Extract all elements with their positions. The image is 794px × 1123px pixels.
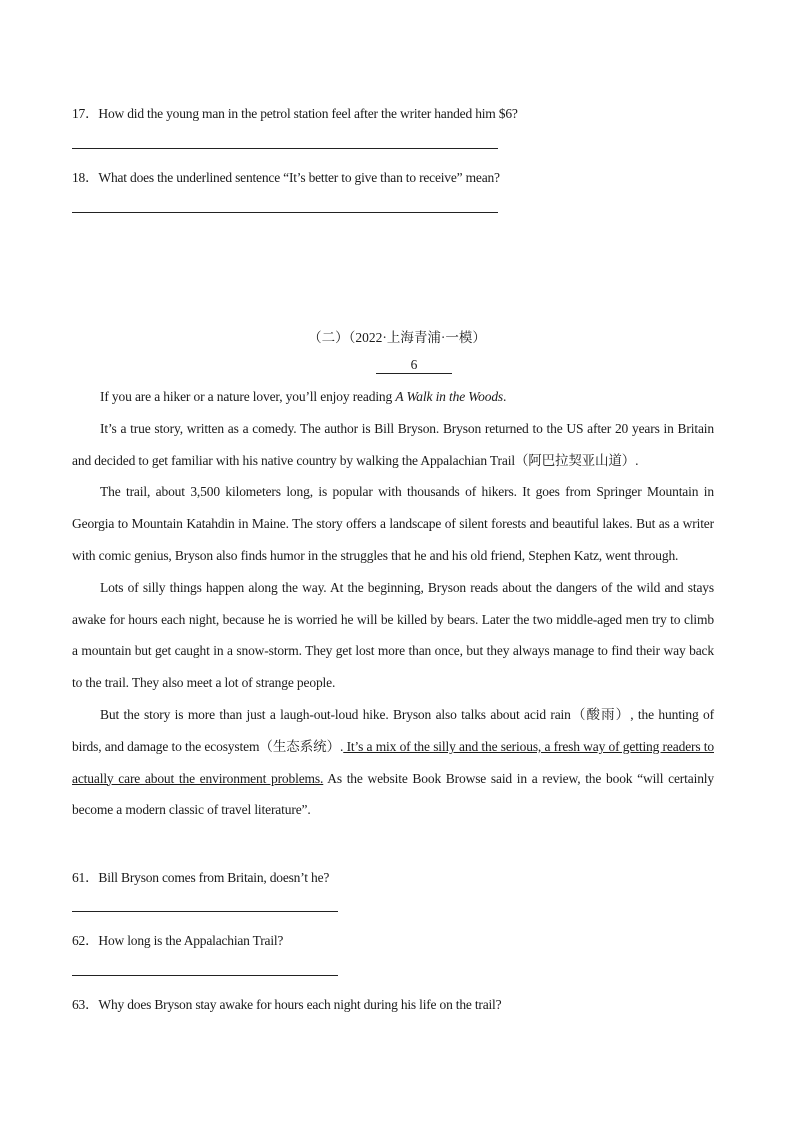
answer-line-62[interactable] [72, 975, 338, 976]
question-text: Bill Bryson comes from Britain, doesn’t he? [98, 870, 330, 885]
paragraph-4: Lots of silly things happen along the way. At the beginning, Bryson reads about the dangers of the wild and stays awake for hours each night, because he is worried he will be killed by bears. Later the two middle-aged men try to climb a mountain but get caught in a snow-storm. They get lost more than once, but they always manage to find their way back to the trail. They also meet a lot of strange people. [72, 579, 714, 691]
book-title: A Walk in the Woods [395, 389, 504, 404]
answer-line-17[interactable] [72, 148, 498, 149]
answer-line-61[interactable] [72, 911, 338, 912]
answer-line-18[interactable] [72, 212, 498, 213]
section-number: 6 [376, 357, 452, 374]
question-number: 61． [72, 870, 99, 885]
paragraph-text: But the story is more than just a laugh-out-loud hike. Bryson also talks about acid rain（酸雨）, the hunting of birds, and damage to the ecosystem（生态系统）. [72, 706, 714, 754]
question-text: Why does Bryson stay awake for hours each night during his life on the trail? [98, 997, 502, 1012]
question-text: How long is the Appalachian Trail? [98, 933, 284, 948]
underlined-sentence: It’s a mix of the silly and the serious, a fresh way of getting readers to actually care about the environment problems. [72, 738, 714, 786]
paragraph-text: If you are a hiker or a nature lover, you’ll enjoy reading [100, 389, 396, 404]
question-17 [72, 102, 518, 122]
reading-passage [72, 381, 714, 826]
paragraph-text: As the website Book Browse said in a review, the book “will certainly become a modern classic of travel literature”. [72, 770, 714, 818]
question-61 [72, 866, 329, 886]
question-number: 62． [72, 933, 99, 948]
paragraph-5 [72, 699, 714, 826]
question-62 [72, 929, 283, 949]
question-text: How did the young man in the petrol station feel after the writer handed him $6? [98, 106, 518, 121]
paragraph-1 [72, 381, 714, 413]
question-number: 18． [72, 170, 99, 185]
question-18 [72, 166, 500, 186]
paragraph-text: . [503, 389, 507, 404]
paragraph-2: It’s a true story, written as a comedy. The author is Bill Bryson. Bryson returned to the US after 20 years in Britain and decided to get familiar with his native country by walking the Appalachian Trail（阿巴拉契亚山道）. [72, 420, 714, 468]
question-number: 63． [72, 997, 99, 1012]
question-number: 17． [72, 106, 99, 121]
question-63 [72, 993, 501, 1013]
section-title: （二）（2022·上海青浦·一模） [308, 330, 486, 345]
paragraph-3: The trail, about 3,500 kilometers long, is popular with thousands of hikers. It goes from Springer Mountain in Georgia to Mountain Katahdin in Maine. The story offers a landscape of silent forests and beautiful lakes. But as a writer with comic genius, Bryson also finds humor in the struggles that he and his old friend, Stephen Katz, went through. [72, 484, 714, 563]
question-text: What does the underlined sentence “It’s better to give than to receive” mean? [98, 170, 500, 185]
